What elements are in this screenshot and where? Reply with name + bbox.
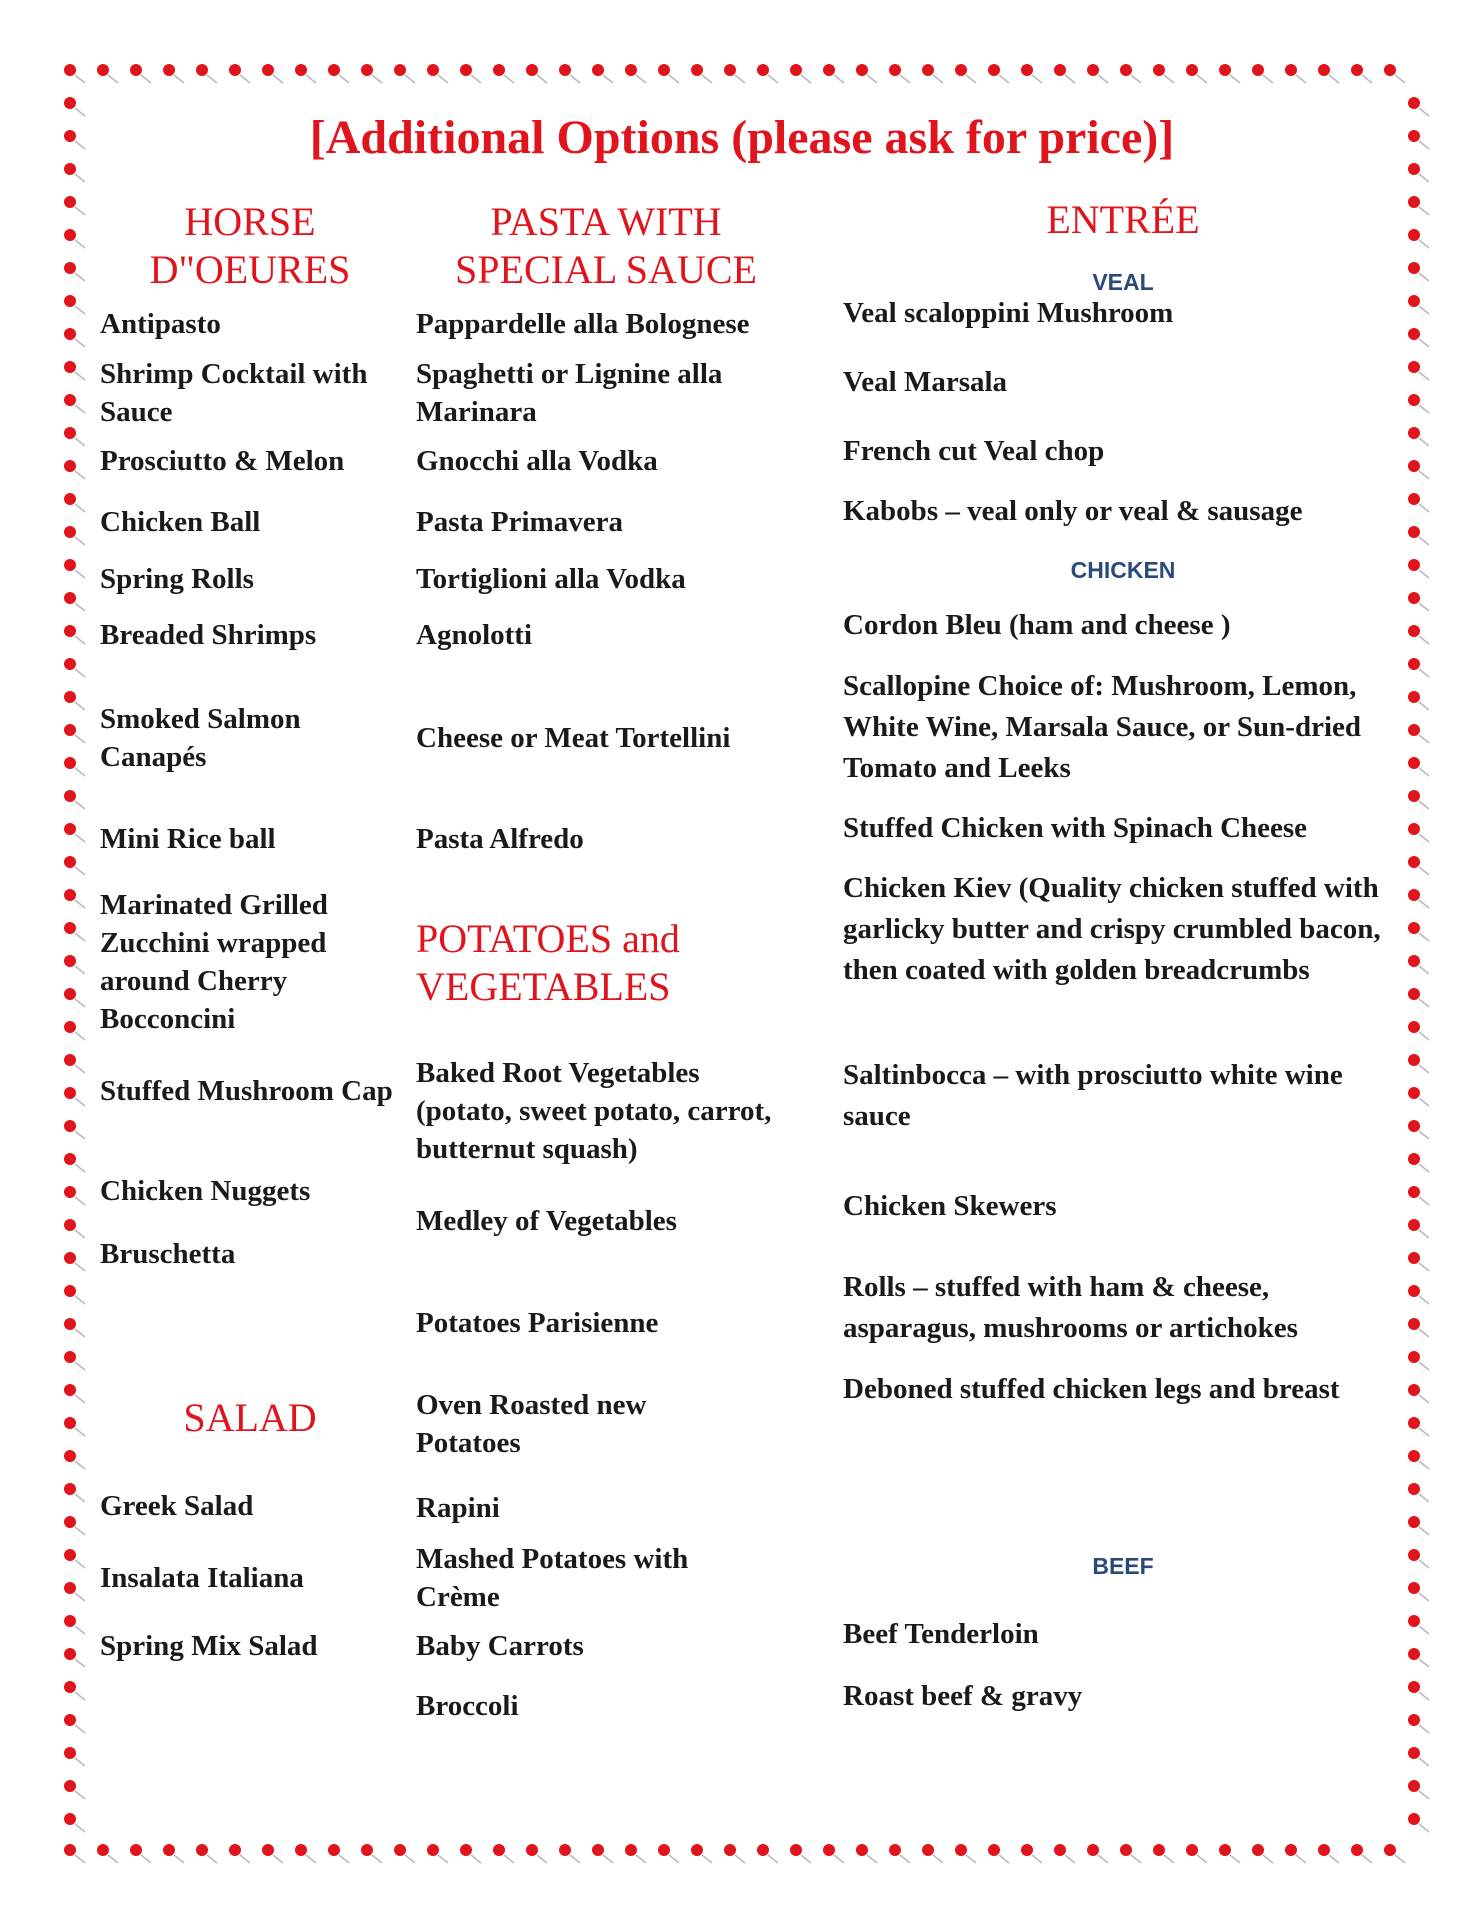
menu-item: Tortiglioni alla Vodka xyxy=(416,563,686,595)
border-dot xyxy=(64,427,85,446)
border-dot xyxy=(196,1844,217,1863)
border-dot xyxy=(361,1844,382,1863)
border-dot xyxy=(1054,1844,1075,1863)
border-dot xyxy=(1087,64,1108,83)
border-dot xyxy=(64,229,85,248)
border-dot xyxy=(1408,592,1429,611)
border-dot xyxy=(1408,1186,1429,1205)
border-dot xyxy=(64,1417,85,1436)
border-dot xyxy=(1408,1384,1429,1403)
border-dot xyxy=(493,64,514,83)
border-dot xyxy=(988,1844,1009,1863)
menu-item: Chicken Skewers xyxy=(843,1190,1057,1222)
border-dot xyxy=(1408,1417,1429,1436)
border-dot xyxy=(1408,691,1429,710)
border-dot xyxy=(328,1844,349,1863)
border-dot xyxy=(64,1351,85,1370)
pasta-heading: PASTA WITH SPECIAL SAUCE xyxy=(455,199,757,292)
menu-item: Chicken Kiev (Quality chicken stuffed with garlicky butter and crispy crumbled bacon, then coated with golden breadcrumbs xyxy=(843,872,1381,986)
menu-item: Shrimp Cocktail with Sauce xyxy=(100,358,368,428)
border-dot xyxy=(64,295,85,314)
border-dot xyxy=(64,1252,85,1271)
border-dot xyxy=(955,64,976,83)
menu-item: Baby Carrots xyxy=(416,1630,584,1662)
border-dot xyxy=(64,1318,85,1337)
border-dot xyxy=(1408,1483,1429,1502)
border-dot xyxy=(64,64,85,83)
menu-item: Veal Marsala xyxy=(843,366,1008,398)
border-dot xyxy=(1408,922,1429,941)
border-dot xyxy=(592,64,613,83)
border-dot xyxy=(394,1844,415,1863)
border-dot xyxy=(64,196,85,215)
border-dot xyxy=(64,1186,85,1205)
menu-item: Potatoes Parisienne xyxy=(416,1307,659,1339)
border-dot xyxy=(1219,1844,1240,1863)
border-dot xyxy=(1408,1714,1429,1733)
border-dot xyxy=(1408,196,1429,215)
menu-item: Chicken Nuggets xyxy=(100,1175,311,1207)
border-dot xyxy=(757,64,778,83)
border-dot xyxy=(691,64,712,83)
border-dot xyxy=(262,64,283,83)
chicken-subheading: CHICKEN xyxy=(1070,557,1176,583)
border-dot xyxy=(1318,64,1339,83)
border-dot xyxy=(1408,1681,1429,1700)
border-dot xyxy=(790,1844,811,1863)
border-dot xyxy=(196,64,217,83)
menu-item: Greek Salad xyxy=(100,1490,254,1522)
border-dot xyxy=(1408,1549,1429,1568)
border-dot xyxy=(1408,427,1429,446)
border-dot xyxy=(1408,295,1429,314)
menu-item: Agnolotti xyxy=(416,619,532,651)
border-dot xyxy=(64,658,85,677)
border-dot xyxy=(64,1681,85,1700)
border-dot xyxy=(64,1087,85,1106)
border-dot xyxy=(1408,1120,1429,1139)
menu-item: Rapini xyxy=(416,1492,500,1524)
menu-item: Stuffed Mushroom Cap xyxy=(100,1075,393,1107)
border-dot xyxy=(1408,1780,1429,1799)
menu-item: Spring Mix Salad xyxy=(100,1630,318,1662)
border-dot xyxy=(1408,559,1429,578)
border-dot xyxy=(1408,394,1429,413)
border-dot xyxy=(64,856,85,875)
border-dot xyxy=(1408,724,1429,743)
border-dot xyxy=(1408,1747,1429,1766)
menu-item: Mini Rice ball xyxy=(100,823,276,855)
border-dot xyxy=(64,691,85,710)
border-dot xyxy=(1408,1153,1429,1172)
border-dot xyxy=(526,1844,547,1863)
menu-item: Prosciutto & Melon xyxy=(100,445,345,477)
menu-item: Baked Root Vegetables (potato, sweet potato, carrot, butternut squash) xyxy=(416,1057,772,1165)
menu-item: Gnocchi alla Vodka xyxy=(416,445,658,477)
hors-doeuvres-heading: HORSE D"OEURES xyxy=(149,199,351,292)
border-dot xyxy=(64,823,85,842)
border-dot xyxy=(1408,1648,1429,1667)
border-dot xyxy=(295,64,316,83)
menu-item: Beef Tenderloin xyxy=(843,1618,1039,1650)
border-dot xyxy=(361,64,382,83)
border-dot xyxy=(1408,1087,1429,1106)
menu-item: Spaghetti or Lignine alla Marinara xyxy=(416,358,723,428)
border-dot xyxy=(427,1844,448,1863)
border-dot xyxy=(658,64,679,83)
border-dot xyxy=(64,1120,85,1139)
border-dot xyxy=(1408,1615,1429,1634)
border-dot xyxy=(988,64,1009,83)
border-dot xyxy=(64,1384,85,1403)
menu-item: Antipasto xyxy=(100,308,221,340)
menu-item: Deboned stuffed chicken legs and breast xyxy=(843,1373,1340,1405)
border-dot xyxy=(427,64,448,83)
border-dot xyxy=(229,1844,250,1863)
border-dot xyxy=(1021,64,1042,83)
border-dot xyxy=(1408,328,1429,347)
border-dot xyxy=(1408,1450,1429,1469)
border-dot xyxy=(64,1483,85,1502)
border-dot xyxy=(1408,1219,1429,1238)
border-dot xyxy=(1252,1844,1273,1863)
border-dot xyxy=(790,64,811,83)
border-dot xyxy=(64,1450,85,1469)
menu-item: Pappardelle alla Bolognese xyxy=(416,308,750,340)
border-dot xyxy=(97,1844,118,1863)
border-dot xyxy=(1408,625,1429,644)
border-dot xyxy=(64,262,85,281)
border-dot xyxy=(526,64,547,83)
border-dot xyxy=(1408,262,1429,281)
border-dot xyxy=(64,1844,85,1863)
border-dot xyxy=(1408,1516,1429,1535)
menu-item: Pasta Primavera xyxy=(416,506,623,538)
border-dot xyxy=(922,1844,943,1863)
border-dot xyxy=(1153,64,1174,83)
border-dot xyxy=(1087,1844,1108,1863)
border-dot xyxy=(1252,64,1273,83)
border-dot xyxy=(1186,64,1207,83)
border-dot xyxy=(64,592,85,611)
border-dot xyxy=(130,64,151,83)
menu-item: Saltinbocca – with prosciutto white wine sauce xyxy=(843,1059,1343,1132)
border-dot xyxy=(1408,988,1429,1007)
border-dot xyxy=(724,64,745,83)
border-dot xyxy=(1408,856,1429,875)
border-dot xyxy=(1318,1844,1339,1863)
border-dot xyxy=(64,1516,85,1535)
border-dot xyxy=(1021,1844,1042,1863)
border-dot xyxy=(64,988,85,1007)
border-dot xyxy=(1408,493,1429,512)
menu-item: Rolls – stuffed with ham & cheese, asparagus, mushrooms or artichokes xyxy=(843,1271,1298,1344)
border-dot xyxy=(592,1844,613,1863)
border-dot xyxy=(625,64,646,83)
border-dot xyxy=(1120,64,1141,83)
border-dot xyxy=(559,64,580,83)
menu-item: Oven Roasted new Potatoes xyxy=(416,1389,647,1459)
border-dot xyxy=(1408,1021,1429,1040)
border-dot xyxy=(658,1844,679,1863)
menu-item: Smoked Salmon Canapés xyxy=(100,703,301,773)
menu-item: Breaded Shrimps xyxy=(100,619,317,651)
border-dot xyxy=(163,1844,184,1863)
border-dot xyxy=(64,1747,85,1766)
border-dot xyxy=(1408,823,1429,842)
border-dot xyxy=(1408,1252,1429,1271)
border-dot xyxy=(691,1844,712,1863)
border-dot xyxy=(64,1054,85,1073)
border-dot xyxy=(1384,64,1405,83)
menu-item: Cordon Bleu (ham and cheese ) xyxy=(843,609,1231,641)
border-dot xyxy=(1408,229,1429,248)
border-dot xyxy=(493,1844,514,1863)
menu-item: Scallopine Choice of: Mushroom, Lemon, White Wine, Marsala Sauce, or Sun-dried Tomato and Leeks xyxy=(843,670,1362,784)
border-dot xyxy=(1408,1813,1429,1832)
border-dot xyxy=(1351,1844,1372,1863)
border-dot xyxy=(1408,526,1429,545)
border-dot xyxy=(757,1844,778,1863)
border-dot xyxy=(1285,1844,1306,1863)
menu-item: Pasta Alfredo xyxy=(416,823,584,855)
border-dot xyxy=(64,1714,85,1733)
border-dot xyxy=(1285,64,1306,83)
border-dot xyxy=(1408,658,1429,677)
border-dot xyxy=(1408,955,1429,974)
border-dot xyxy=(64,394,85,413)
border-dot xyxy=(1054,64,1075,83)
border-dot xyxy=(394,64,415,83)
border-dot xyxy=(1408,1285,1429,1304)
page-title: [Additional Options (please ask for price)] xyxy=(309,111,1175,164)
salad-heading: SALAD xyxy=(183,1395,317,1440)
border-dot xyxy=(1384,1844,1405,1863)
potatoes-heading: POTATOES and VEGETABLES xyxy=(416,916,680,1009)
border-dot xyxy=(64,922,85,941)
border-dot xyxy=(64,493,85,512)
border-dot xyxy=(1351,64,1372,83)
border-dot xyxy=(1186,1844,1207,1863)
border-dot xyxy=(64,724,85,743)
menu-item: Stuffed Chicken with Spinach Cheese xyxy=(843,812,1308,844)
border-dot xyxy=(856,64,877,83)
border-dot xyxy=(1408,361,1429,380)
menu-item: Mashed Potatoes with Crème xyxy=(416,1543,689,1613)
border-dot xyxy=(955,1844,976,1863)
border-dot xyxy=(1408,1582,1429,1601)
border-dot xyxy=(460,1844,481,1863)
border-dot xyxy=(64,1021,85,1040)
menu-item: Kabobs – veal only or veal & sausage xyxy=(843,495,1303,527)
border-dot xyxy=(163,64,184,83)
border-dot xyxy=(64,1285,85,1304)
border-dot xyxy=(1408,1351,1429,1370)
border-dot xyxy=(64,1615,85,1634)
border-dot xyxy=(229,64,250,83)
border-dot xyxy=(1408,1054,1429,1073)
border-dot xyxy=(328,64,349,83)
border-dot xyxy=(889,1844,910,1863)
border-dot xyxy=(64,559,85,578)
menu-item: French cut Veal chop xyxy=(843,435,1105,467)
menu-item: Veal scaloppini Mushroom xyxy=(843,297,1174,329)
border-dot xyxy=(64,1219,85,1238)
border-dot xyxy=(1408,757,1429,776)
border-dot xyxy=(64,1648,85,1667)
border-dot xyxy=(64,1549,85,1568)
border-dot xyxy=(64,1780,85,1799)
border-dot xyxy=(64,328,85,347)
border-dot xyxy=(64,1582,85,1601)
border-dot xyxy=(64,955,85,974)
entree-heading: ENTRÉE xyxy=(1046,197,1200,242)
border-dot xyxy=(64,526,85,545)
border-dot xyxy=(460,64,481,83)
border-dot xyxy=(64,1153,85,1172)
border-dot xyxy=(1219,64,1240,83)
border-dot xyxy=(97,64,118,83)
border-dot xyxy=(295,1844,316,1863)
border-dot xyxy=(1408,790,1429,809)
border-dot xyxy=(1408,460,1429,479)
border-dot xyxy=(64,361,85,380)
border-dot xyxy=(262,1844,283,1863)
menu-item: Marinated Grilled Zucchini wrapped around Cherry Bocconcini xyxy=(100,889,328,1035)
veal-subheading: VEAL xyxy=(1092,269,1154,295)
menu-item: Insalata Italiana xyxy=(100,1562,304,1594)
menu-item: Cheese or Meat Tortellini xyxy=(416,722,731,754)
border-dot xyxy=(1120,1844,1141,1863)
border-dot xyxy=(64,1813,85,1832)
menu-item: Medley of Vegetables xyxy=(416,1205,677,1237)
border-dot xyxy=(130,1844,151,1863)
border-dot xyxy=(64,889,85,908)
border-dot xyxy=(1408,1318,1429,1337)
menu-item: Spring Rolls xyxy=(100,563,254,595)
border-dot xyxy=(625,1844,646,1863)
border-dot xyxy=(823,64,844,83)
menu-item: Chicken Ball xyxy=(100,506,261,538)
border-dot xyxy=(64,790,85,809)
menu-item: Broccoli xyxy=(416,1690,519,1722)
border-dot xyxy=(559,1844,580,1863)
border-dot xyxy=(1153,1844,1174,1863)
border-dot xyxy=(64,460,85,479)
border-dot xyxy=(724,1844,745,1863)
border-dot xyxy=(823,1844,844,1863)
beef-subheading: BEEF xyxy=(1092,1553,1154,1579)
border-dot xyxy=(64,757,85,776)
border-dot xyxy=(1408,889,1429,908)
border-dot xyxy=(922,64,943,83)
border-dot xyxy=(64,625,85,644)
menu-item: Bruschetta xyxy=(100,1238,236,1270)
border-dot xyxy=(856,1844,877,1863)
menu-item: Roast beef & gravy xyxy=(843,1680,1083,1712)
border-dot xyxy=(889,64,910,83)
